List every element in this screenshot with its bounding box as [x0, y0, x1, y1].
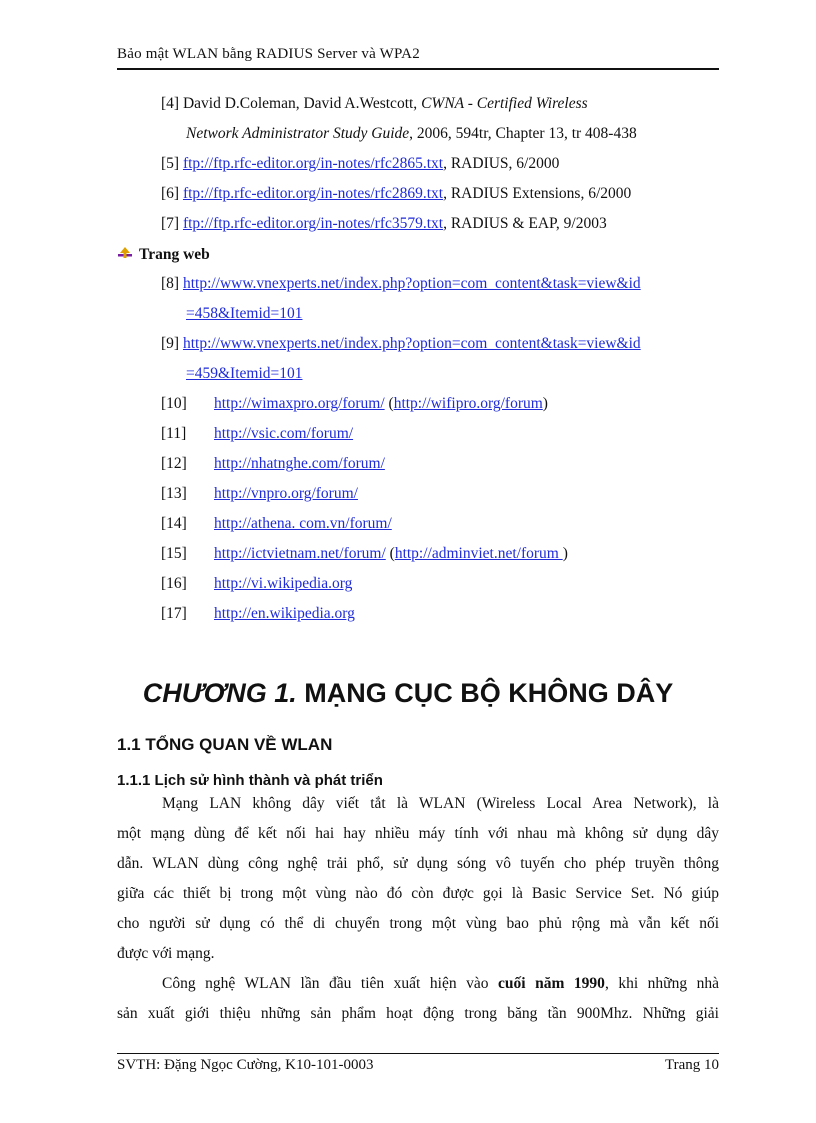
reference-link[interactable]: http://athena. com.vn/forum/	[214, 515, 392, 532]
reference-16	[161, 575, 187, 593]
reference-link[interactable]: http://vi.wikipedia.org	[214, 575, 353, 592]
section-heading: 1.1 TỔNG QUAN VỀ WLAN	[117, 735, 333, 754]
reference-15-links	[214, 545, 568, 563]
web-section-title: Trang web	[139, 246, 210, 263]
reference-title: CWNA - Certified Wireless	[421, 95, 588, 112]
chapter-label: CHƯƠNG 1.	[142, 678, 297, 708]
reference-number: [11]	[161, 425, 187, 442]
paren-open: (	[388, 395, 394, 412]
web-section-heading	[117, 245, 210, 264]
footer-author: SVTH: Đặng Ngọc Cường, K10-101-0003	[117, 1057, 374, 1073]
reference-link[interactable]: ftp://ftp.rfc-editor.org/in-notes/rfc2869.txt	[182, 185, 444, 202]
reference-link[interactable]: http://en.wikipedia.org	[214, 605, 355, 622]
paragraph-line: Mạng LAN không dây viết tắt là WLAN (Wireless Local Area Network), là	[162, 795, 719, 812]
chapter-heading	[0, 678, 816, 709]
reference-details: , RADIUS, 6/2000	[443, 155, 560, 172]
reference-link[interactable]: http://nhatnghe.com/forum/	[214, 455, 385, 472]
reference-link[interactable]: ftp://ftp.rfc-editor.org/in-notes/rfc2865.txt	[182, 155, 444, 172]
reference-link-cont[interactable]: =459&Itemid=101	[186, 365, 303, 382]
reference-4	[161, 95, 588, 113]
text-run: Công nghệ WLAN lần đầu tiên xuất hiện vào	[162, 975, 499, 992]
paragraph-line: sản xuất giới thiệu những sản phẩm hoạt động trong băng tần 900Mhz. Những giải	[117, 1005, 719, 1022]
paren-close: )	[562, 545, 568, 562]
paren-open: (	[389, 545, 395, 562]
reference-details: , RADIUS & EAP, 9/2003	[443, 215, 607, 232]
reference-link[interactable]: http://wimaxpro.org/forum/	[214, 395, 385, 412]
reference-9-line2	[186, 365, 303, 383]
emphasis-text: cuối năm 1990	[498, 975, 605, 992]
header-rule	[117, 68, 719, 70]
footer-rule	[117, 1053, 719, 1054]
reference-10-links	[214, 395, 548, 413]
reference-link[interactable]: http://vnpro.org/forum/	[214, 485, 358, 502]
reference-number: [9]	[161, 335, 180, 352]
reference-8	[161, 275, 641, 293]
paragraph-line: một mạng dùng để kết nối hai hay nhiều máy tính với nhau mà không sử dụng dây	[117, 825, 719, 842]
reference-11	[161, 425, 186, 443]
reference-number: [14]	[161, 515, 187, 532]
reference-link[interactable]: http://www.vnexperts.net/index.php?option=com_content&task=view&id	[182, 275, 641, 292]
reference-16-link-wrap	[214, 575, 352, 593]
reference-link[interactable]: http://www.vnexperts.net/index.php?option=com_content&task=view&id	[182, 335, 641, 352]
reference-7	[161, 215, 607, 233]
reference-5	[161, 155, 559, 173]
paren-close: )	[542, 395, 548, 412]
reference-8-line2	[186, 305, 303, 323]
paragraph-line: cho người sử dụng có thể di chuyển trong một vùng bao phủ rộng mà vẫn kết nối	[117, 915, 719, 932]
reference-10	[161, 395, 187, 413]
paragraph-line: được với mạng.	[117, 945, 215, 962]
arrow-bullet-icon	[117, 245, 133, 261]
reference-14-link-wrap	[214, 515, 392, 533]
reference-14	[161, 515, 187, 533]
reference-details: , RADIUS Extensions, 6/2000	[443, 185, 632, 202]
reference-details: , 2006, 594tr, Chapter 13, tr 408-438	[409, 125, 637, 142]
reference-authors: David D.Coleman, David A.Westcott,	[182, 95, 422, 112]
reference-title-cont: Network Administrator Study Guide	[186, 125, 410, 142]
reference-link[interactable]: http://ictvietnam.net/forum/	[214, 545, 386, 562]
reference-number: [7]	[161, 215, 180, 232]
reference-link[interactable]: ftp://ftp.rfc-editor.org/in-notes/rfc3579.txt	[182, 215, 444, 232]
reference-12	[161, 455, 187, 473]
reference-17-link-wrap	[214, 605, 355, 623]
reference-9	[161, 335, 641, 353]
reference-15	[161, 545, 187, 563]
text-run: , khi những nhà	[604, 975, 719, 992]
page-header-title: Bảo mật WLAN bằng RADIUS Server và WPA2	[117, 46, 420, 62]
reference-4-line2	[186, 125, 637, 143]
paragraph-line	[117, 969, 719, 999]
reference-link-cont[interactable]: =458&Itemid=101	[186, 305, 303, 322]
paragraph-line: dẫn. WLAN dùng công nghệ trải phổ, sử dụng sóng vô tuyến cho phép truyền thông	[117, 855, 719, 872]
reference-11-link-wrap	[214, 425, 353, 443]
reference-link-alt[interactable]: http://adminviet.net/forum	[394, 545, 563, 562]
reference-13-link-wrap	[214, 485, 358, 503]
reference-number: [13]	[161, 485, 187, 502]
reference-6	[161, 185, 631, 203]
paragraph-line: giữa các thiết bị trong một vùng nào đó còn được gọi là Basic Service Set. Nó giúp	[117, 885, 719, 902]
reference-link-alt[interactable]: http://wifipro.org/forum	[393, 395, 543, 412]
footer-page-number: Trang 10	[664, 1057, 719, 1073]
subsection-heading: 1.1.1 Lịch sử hình thành và phát triển	[117, 772, 383, 789]
reference-number: [17]	[161, 605, 187, 622]
reference-number: [6]	[161, 185, 180, 202]
reference-17	[161, 605, 187, 623]
chapter-title: MẠNG CỤC BỘ KHÔNG DÂY	[296, 678, 674, 708]
reference-number: [15]	[161, 545, 187, 562]
paragraph-1	[117, 789, 719, 969]
reference-number: [12]	[161, 455, 187, 472]
paragraph-2	[117, 969, 719, 1029]
reference-number: [8]	[161, 275, 180, 292]
reference-link[interactable]: http://vsic.com/forum/	[214, 425, 354, 442]
reference-number: [10]	[161, 395, 187, 412]
reference-12-link-wrap	[214, 455, 385, 473]
reference-number: [4]	[161, 95, 180, 112]
reference-13	[161, 485, 187, 503]
reference-number: [5]	[161, 155, 180, 172]
reference-number: [16]	[161, 575, 187, 592]
